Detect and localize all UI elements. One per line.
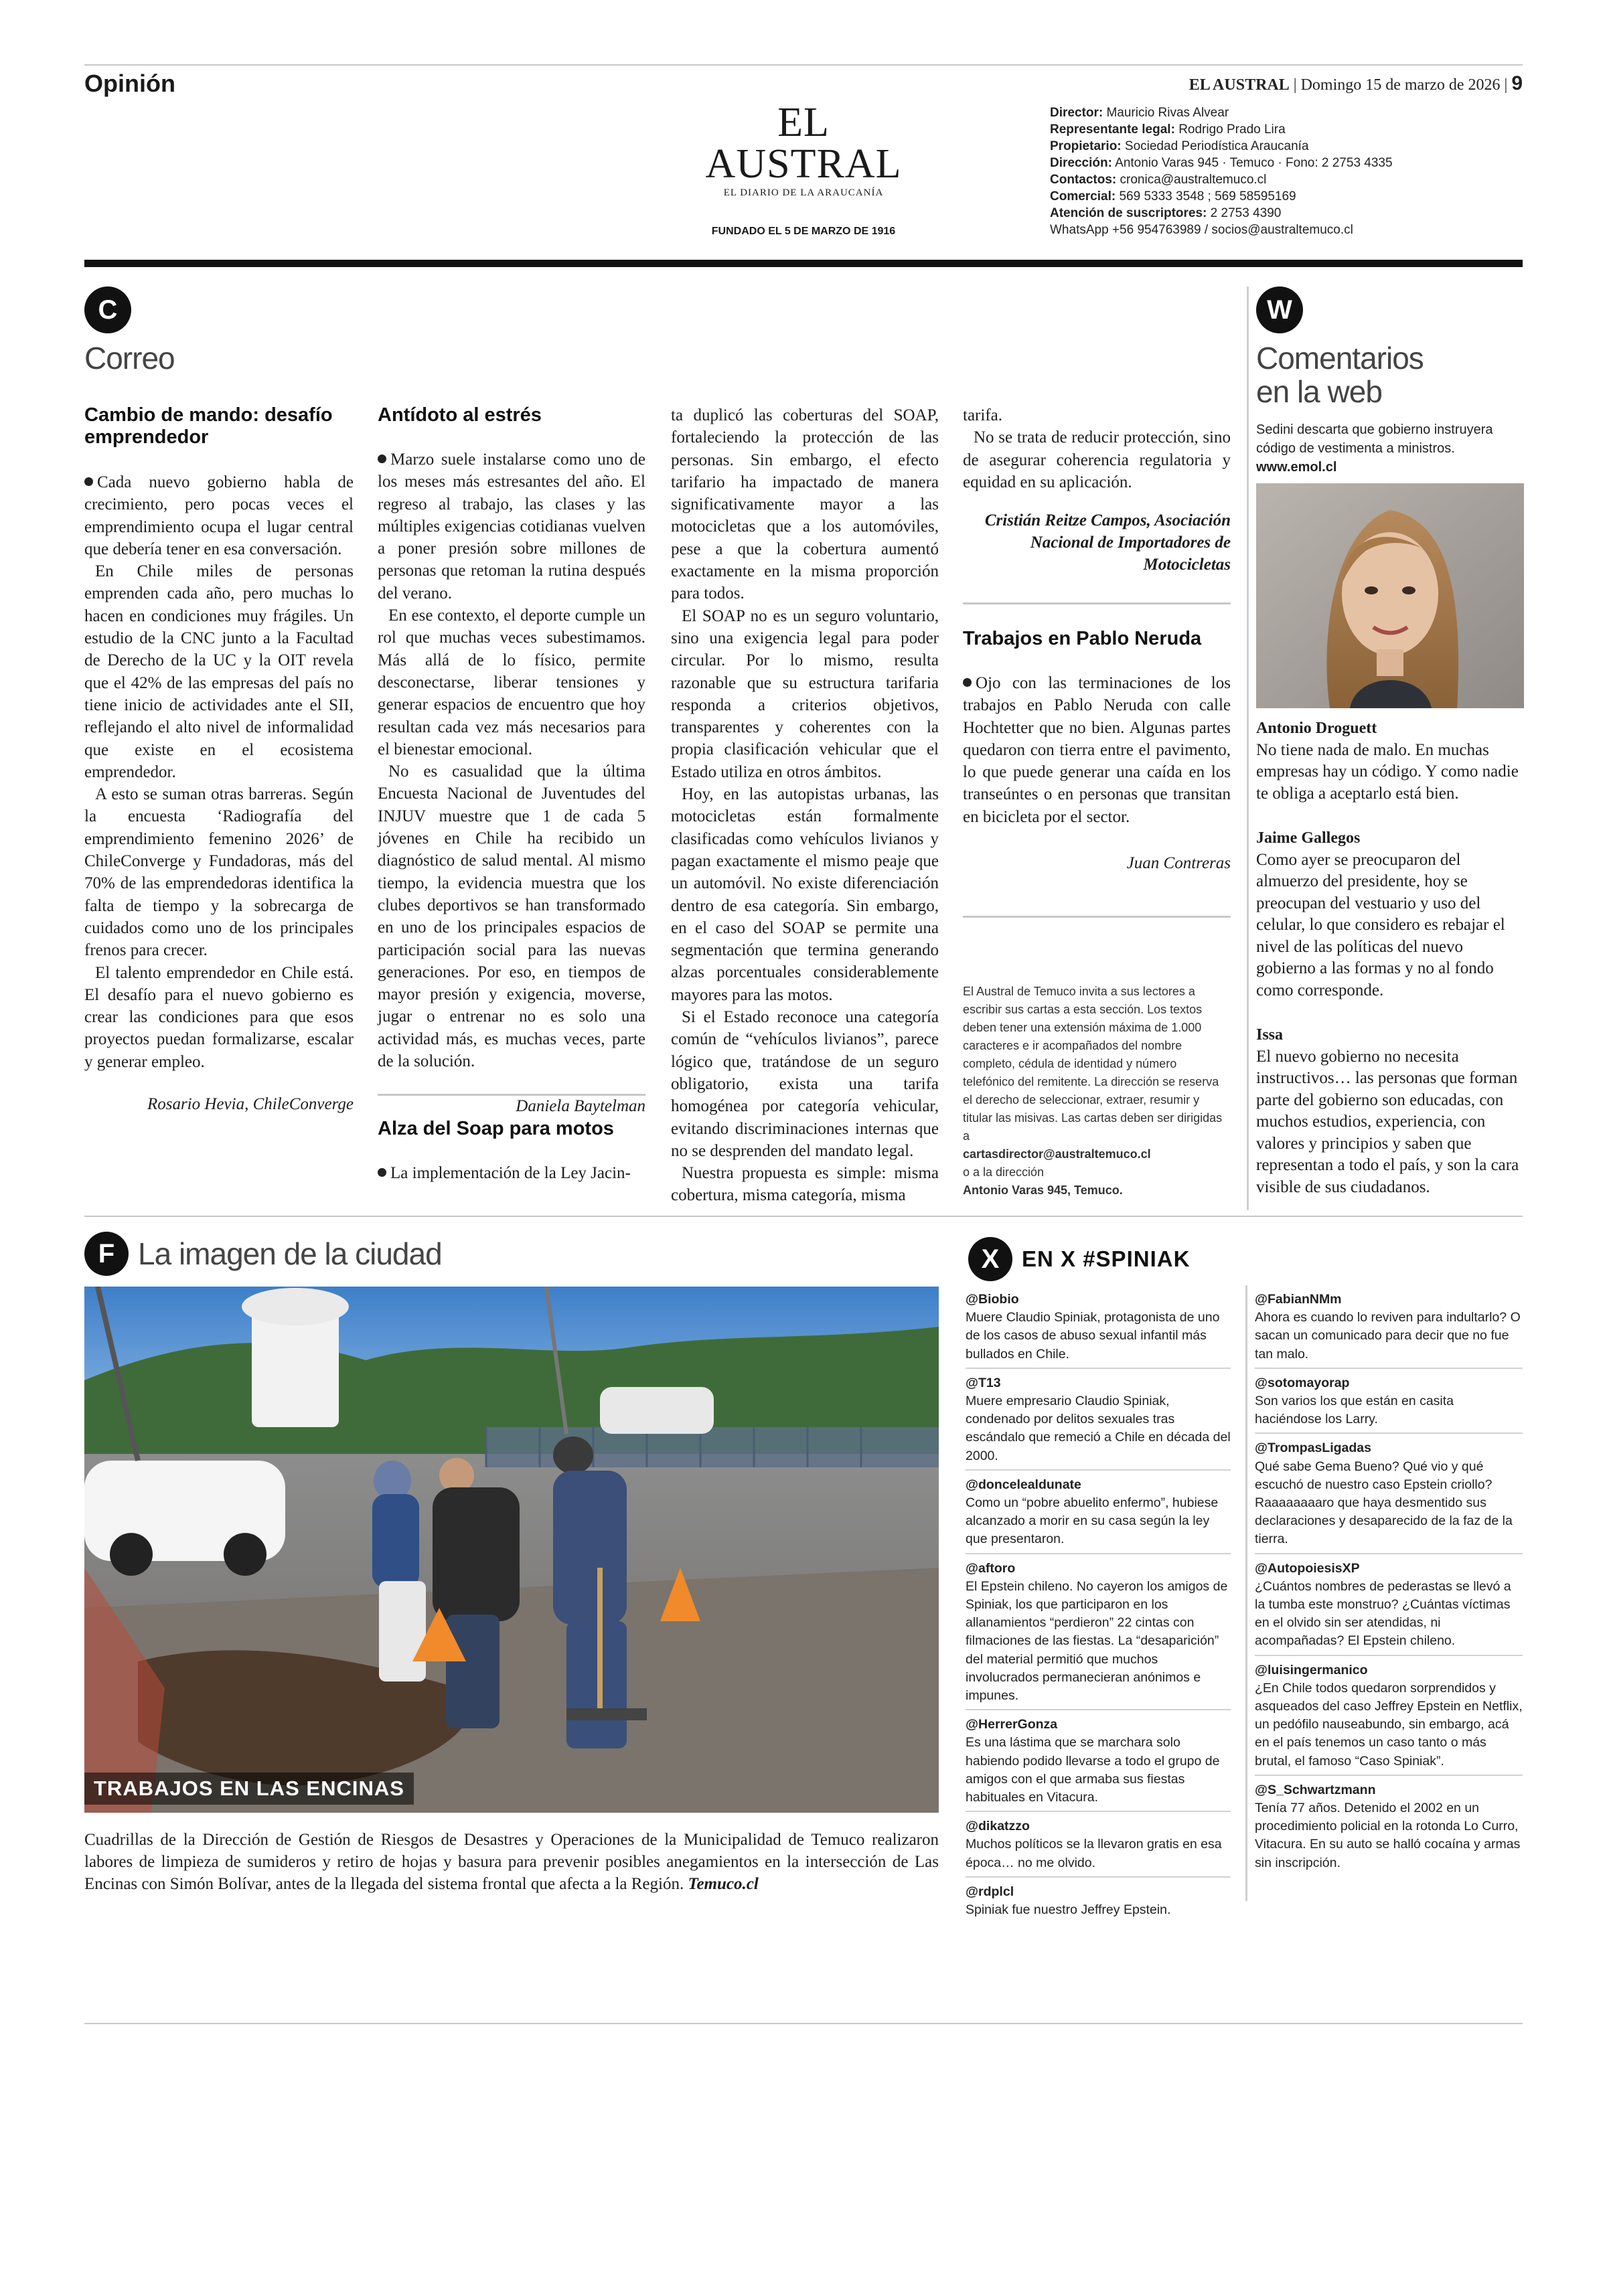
tweet-handle[interactable]: @TrompasLigadas <box>1255 1441 1371 1456</box>
letter3-title: Alza del Soap para motos <box>378 1118 614 1139</box>
masthead <box>690 102 917 238</box>
letters-email[interactable]: cartasdirector@australtemuco.cl <box>963 1147 1151 1161</box>
divider <box>963 916 1231 918</box>
photo-credit: Temuco.cl <box>688 1875 759 1893</box>
web-lead: Sedini descarta que gobierno instruyera código de vestimenta a ministros. www.emol.cl <box>1256 422 1493 475</box>
tweet-handle[interactable]: @dikatzzo <box>966 1819 1030 1834</box>
web-comment: Antonio Droguett No tiene nada de malo. En muchas empresas hay un código. Y como nadie te obliga a aceptarlo está bien. <box>1256 720 1519 803</box>
correo-heading: Correo <box>84 341 175 376</box>
imprint-line: Director: Mauricio Rivas Alvear <box>1050 106 1229 120</box>
bullet-icon <box>84 477 93 486</box>
tweet: @aftoro El Epstein chileno. No cayeron los amigos de Spiniak, los que participaron en los allanamientos “perdieron” 22 cintas con filmaciones de las fiestas. La “desaparición” del material permitió que muchos involucrados permanecieran anónimos e impunes. <box>966 1557 1231 1711</box>
tweet: @T13 Muere empresario Claudio Spiniak, condenado por delitos sexuales tras escándalo que remeció a Chile en década del 2000. <box>966 1372 1231 1471</box>
imprint-line: Propietario: Sociedad Periodística Araucanía <box>1050 139 1309 153</box>
web-comment: Issa El nuevo gobierno no necesita instructivos… las personas que forman parte del gobierno son educadas, con muchos estudios, experiencia, con valores y principios y saben que representan a todo el país, y son la cara visible de sus ciudadanos. <box>1256 1026 1519 1196</box>
letter3-body-start: La implementación de la Ley Jacin- <box>378 1162 645 1184</box>
tweet: @S_Schwartzmann Tenía 77 años. Detenido el 2002 en un procedimiento policial en la rotonda Lo Curro, Vitacura. En su auto se halló cocaína y armas sin inscripción. <box>1255 1779 1523 1876</box>
letter4-signature: Juan Contreras <box>1126 854 1231 873</box>
tweet-handle[interactable]: @rdplcl <box>966 1884 1014 1899</box>
tweet-handle[interactable]: @sotomayorap <box>1255 1375 1350 1390</box>
tweet-handle[interactable]: @aftoro <box>966 1560 1016 1576</box>
web-comment: Jaime Gallegos Como ayer se preocuparon del almuerzo del presidente, hoy se preocupan del vestuario y uso del celular, lo que considero es rebajar el nivel de las políticas del nuevo gobierno a las formas y no al fondo como corresponde. <box>1256 829 1505 999</box>
imprint-line: Dirección: Antonio Varas 945 · Temuco · Fono: 2 2753 4335 <box>1050 156 1393 170</box>
letter4-title: Trabajos en Pablo Neruda <box>963 628 1202 649</box>
letter2-title: Antídoto al estrés <box>378 404 542 426</box>
column-separator <box>1247 286 1249 1210</box>
correo-c-icon: C <box>84 286 131 333</box>
letter3-body: ta duplicó las coberturas del SOAP, fortaleciendo la protección de las personas. Sin embargo, el efecto tarifario ha impactado de manera significativamente mayor a las motocicletas que a los automóviles, pese a que la cobertura aumentó exactamente en la misma proporción para todos. El SOAP no es un seguro voluntario, sino una exigencia legal para poder circular. Por lo mismo, resulta razonable que su estructura tarifaria responda a criterios objetivos, transparentes y coherentes con la propia clasificación vehicular que el Estado utiliza en otros ámbitos. Hoy, en las autopistas urbanas, las motocicletas están formalmente clasificadas como vehículos livianos y pagan exactamente el mismo peaje que un automóvil. No existe diferenciación dentro de esa categoría. Sin embargo, en el caso del SOAP se permite una segmentación que termina generando alzas porcentuales considerablemente mayores para las motos. Si el Estado reconoce una categoría común de “vehículos livianos”, parece lógico que, tratándose de un seguro obligatorio, exista una tarifa homogénea por categoría vehicular, evitando discriminaciones internas que no se desprenden del mandato legal. Nuestra propuesta es simple: misma cobertura, misma categoría, misma <box>671 406 939 1205</box>
tweet: @TrompasLigadas Qué sabe Gema Bueno? Qué vio y qué escuchó de nuestro caso Epstein criollo? Raaaaaaaaro que haya desmentido sus declaraciones y desaparecido de la faz de la tierra. <box>1255 1437 1523 1554</box>
bullet-icon <box>963 678 972 687</box>
web-heading: Comentarios en la web <box>1256 341 1424 409</box>
photo-tag: TRABAJOS EN LAS ENCINAS <box>84 1773 414 1805</box>
web-source-link[interactable]: www.emol.cl <box>1256 460 1337 475</box>
tweet-handle[interactable]: @T13 <box>966 1375 1001 1390</box>
portrait-photo <box>1256 483 1524 708</box>
web-comments <box>1256 718 1524 1198</box>
top-rule <box>84 64 1523 66</box>
masthead-name: EL AUSTRAL <box>705 100 902 187</box>
letter1-signature: Rosario Hevia, ChileConverge <box>147 1095 354 1114</box>
founded-line: FUNDADO EL 5 DE MARZO DE 1916 <box>711 226 896 237</box>
header-heavy-rule <box>84 260 1523 267</box>
tweets-col1 <box>966 1288 1231 1926</box>
tweet-separator <box>1245 1285 1247 1901</box>
letter2-body: Marzo suele instalarse como uno de los meses más estresantes del año. El regreso al trabajo, las clases y las múltiples exigencias cotidianas vuelven a poner presión sobre millones de personas que retoman la rutina después del verano. En ese contexto, el deporte cumple un rol que muchas veces subestimamos. Más allá de lo físico, permite desconectarse, liberar tensiones y generar espacios de encuentro que hoy resultan cada vez más necesarios para el bienestar emocional. No es casualidad que la última Encuesta Nacional de Juventudes del INJUV muestre que 1 de cada 5 jóvenes en Chile ha recibido un diagnóstico de salud mental. Al mismo tiempo, la evidencia muestra que los clubes deportivos se han transformado en uno de los principales espacios de participación social para las nuevas generaciones. Por eso, en tiempos de mayor presión y exigencia, moverse, jugar o entrenar no es solo una actividad más, es muchas veces, parte de la solución. Daniela Baytelman <box>378 448 645 1117</box>
tweet-handle[interactable]: @FabianNMm <box>1255 1292 1342 1307</box>
web-w-icon: W <box>1256 286 1303 333</box>
imprint-line: Representante legal: Rodrigo Prado Lira <box>1050 122 1286 137</box>
x-heading: EN X #SPINIAK <box>1022 1246 1191 1271</box>
tweet: @dikatzzo Muchos políticos se la llevaron gratis en esa época… no me olvido. <box>966 1815 1231 1878</box>
letter4-body: Ojo con las terminaciones de los trabajos en Pablo Neruda con calle Hochtetter que no bien. Algunas partes quedaron con tierra entre el pavimento, lo que puede generar una caída en los transeúntes o en personas que transitan en bicicleta por el sector. Juan Contreras <box>963 672 1231 874</box>
tweet: @doncelealdunate Como un “pobre abuelito enfermo”, hubiese alcanzado a morir en su casa según la ley que presentaron. <box>966 1473 1231 1554</box>
tweet: @FabianNMm Ahora es cuando lo reviven para indultarlo? O sacan un comunicado para decir que no fue tan malo. <box>1255 1288 1523 1369</box>
masthead-tagline: EL DIARIO DE LA ARAUCANÍA <box>723 187 884 198</box>
mid-rule <box>84 1216 1523 1217</box>
tweet-handle[interactable]: @doncelealdunate <box>966 1477 1081 1492</box>
imprint-block <box>1050 104 1478 238</box>
imagen-heading: La imagen de la ciudad <box>138 1236 442 1271</box>
x-icon: X <box>968 1237 1012 1281</box>
letter2-signature: Daniela Baytelman <box>516 1097 645 1116</box>
header-brand: EL AUSTRAL <box>1189 76 1290 94</box>
bullet-icon <box>378 455 386 463</box>
tweet-handle[interactable]: @luisingermanico <box>1255 1662 1368 1677</box>
header-dateline: EL AUSTRAL | Domingo 15 de marzo de 2026 | 9 <box>1189 72 1523 94</box>
tweet: @luisingermanico ¿En Chile todos quedaron sorprendidos y asqueados del caso Jeffrey Epstein en Netflix, un pedófilo nauseabundo, sin embargo, acá en el país tenemos un caso tanto o más brutal, el famoso “Caso Spiniak”. <box>1255 1659 1523 1776</box>
imprint-line: Contactos: cronica@australtemuco.cl <box>1050 173 1267 187</box>
tweet: @AutopoiesisXP ¿Cuántos nombres de pederastas se llevó a la tumba este monstruo? ¿Cuántas víctimas en el olvido sin ser atendidas, ni acompañadas? El Epstein chileno. <box>1255 1557 1523 1656</box>
city-photo <box>84 1287 939 1813</box>
tweet-handle[interactable]: @AutopoiesisXP <box>1255 1560 1360 1576</box>
tweet-handle[interactable]: @HerrerGonza <box>966 1717 1058 1732</box>
imprint-line: Comercial: 569 5333 3548 ; 569 58595169 <box>1050 189 1296 203</box>
header-date: Domingo 15 de marzo de 2026 <box>1300 76 1501 94</box>
tweet-handle[interactable]: @S_Schwartzmann <box>1255 1782 1376 1797</box>
tweets-col2 <box>1255 1288 1523 1879</box>
tweet: @Biobio Muere Claudio Spiniak, protagonista de uno de los casos de abuso sexual infantil más bullados en Chile. <box>966 1288 1231 1369</box>
divider <box>378 1094 645 1096</box>
photo-caption: Cuadrillas de la Dirección de Gestión de Riesgos de Desastres y Operaciones de la Municipalidad de Temuco realizaron labores de limpieza de sumideros y retiro de hojas y basura para prevenir posibles anegamientos en la intersección de Las Encinas con Simón Bolívar, antes de la llegada del sistema frontal que afecta a la Región. Temuco.cl <box>84 1831 939 1893</box>
letter1-title: Cambio de mando: desafío emprendedor <box>84 404 333 448</box>
imprint-line: WhatsApp +56 954763989 / socios@australtemuco.cl <box>1050 223 1353 237</box>
imprint-line: Atención de suscriptores: 2 2753 4390 <box>1050 206 1282 220</box>
letters-note: El Austral de Temuco invita a sus lectores a escribir sus cartas a esta sección. Los textos deben tener una extensión máxima de 1.000 caracteres e ir acompañados del nombre completo, cédula de identidad y número telefónico del remitente. La dirección se reserva el derecho de seleccionar, extraer, resumir y titular las misivas. Las cartas deben ser dirigidas a cartasdirector@australtemuco.cl o a la dirección Antonio Varas 945, Temuco. <box>963 985 1223 1197</box>
tweet-handle[interactable]: @Biobio <box>966 1292 1019 1307</box>
section-label: Opinión <box>84 70 175 97</box>
bottom-rule <box>84 2023 1523 2024</box>
imagen-f-icon: F <box>84 1232 129 1276</box>
page-number: 9 <box>1511 72 1523 94</box>
letter1-body: Cada nuevo gobierno habla de crecimiento, pero pocas veces el emprendimiento ocupa el lugar central que debería tener en esa conversación. En Chile miles de personas emprenden cada año, pero muchas lo hacen en condiciones muy frágiles. Un estudio de la CNC junto a la Facultad de Derecho de la UC y la OIT revela que el 42% de las empresas del país no tiene inicio de actividades ante el SII, reflejando el alto nivel de informalidad que existe en el ecosistema emprendedor. A esto se suman otras barreras. Según la encuesta ‘Radiografía del emprendimiento femenino 2026’ de ChileConverge y Fundadoras, más del 70% de las emprendedoras identifica la falta de tiempo y la sobrecarga de cuidados como uno de los principales frenos para crecer. El talento emprendedor en Chile está. El desafío para el nuevo gobierno es crear las condiciones para que esos proyectos puedan formalizarse, escalar y generar empleo. Rosario Hevia, ChileConverge <box>84 471 354 1115</box>
letter3-signature: Cristián Reitze Campos, Asociación Nacional de Importadores de Motocicletas <box>984 511 1231 574</box>
bullet-icon <box>378 1168 386 1177</box>
divider <box>963 602 1231 604</box>
tweet: @sotomayorap Son varios los que están en casita haciéndose los Larry. <box>1255 1372 1523 1434</box>
tweet: @rdplcl Spiniak fue nuestro Jeffrey Epstein. <box>966 1880 1231 1923</box>
tweet: @HerrerGonza Es una lástima que se marchara solo habiendo podido llevarse a todo el grupo de amigos con el que armaba sus fiestas habituales en Vitacura. <box>966 1713 1231 1812</box>
letter3-body-end: tarifa. No se trata de reducir protección, sino de asegurar coherencia regulatoria y equidad en su aplicación. Cristián Reitze Campos, Asociación Nacional de Importadores de Motocicletas <box>963 404 1231 576</box>
